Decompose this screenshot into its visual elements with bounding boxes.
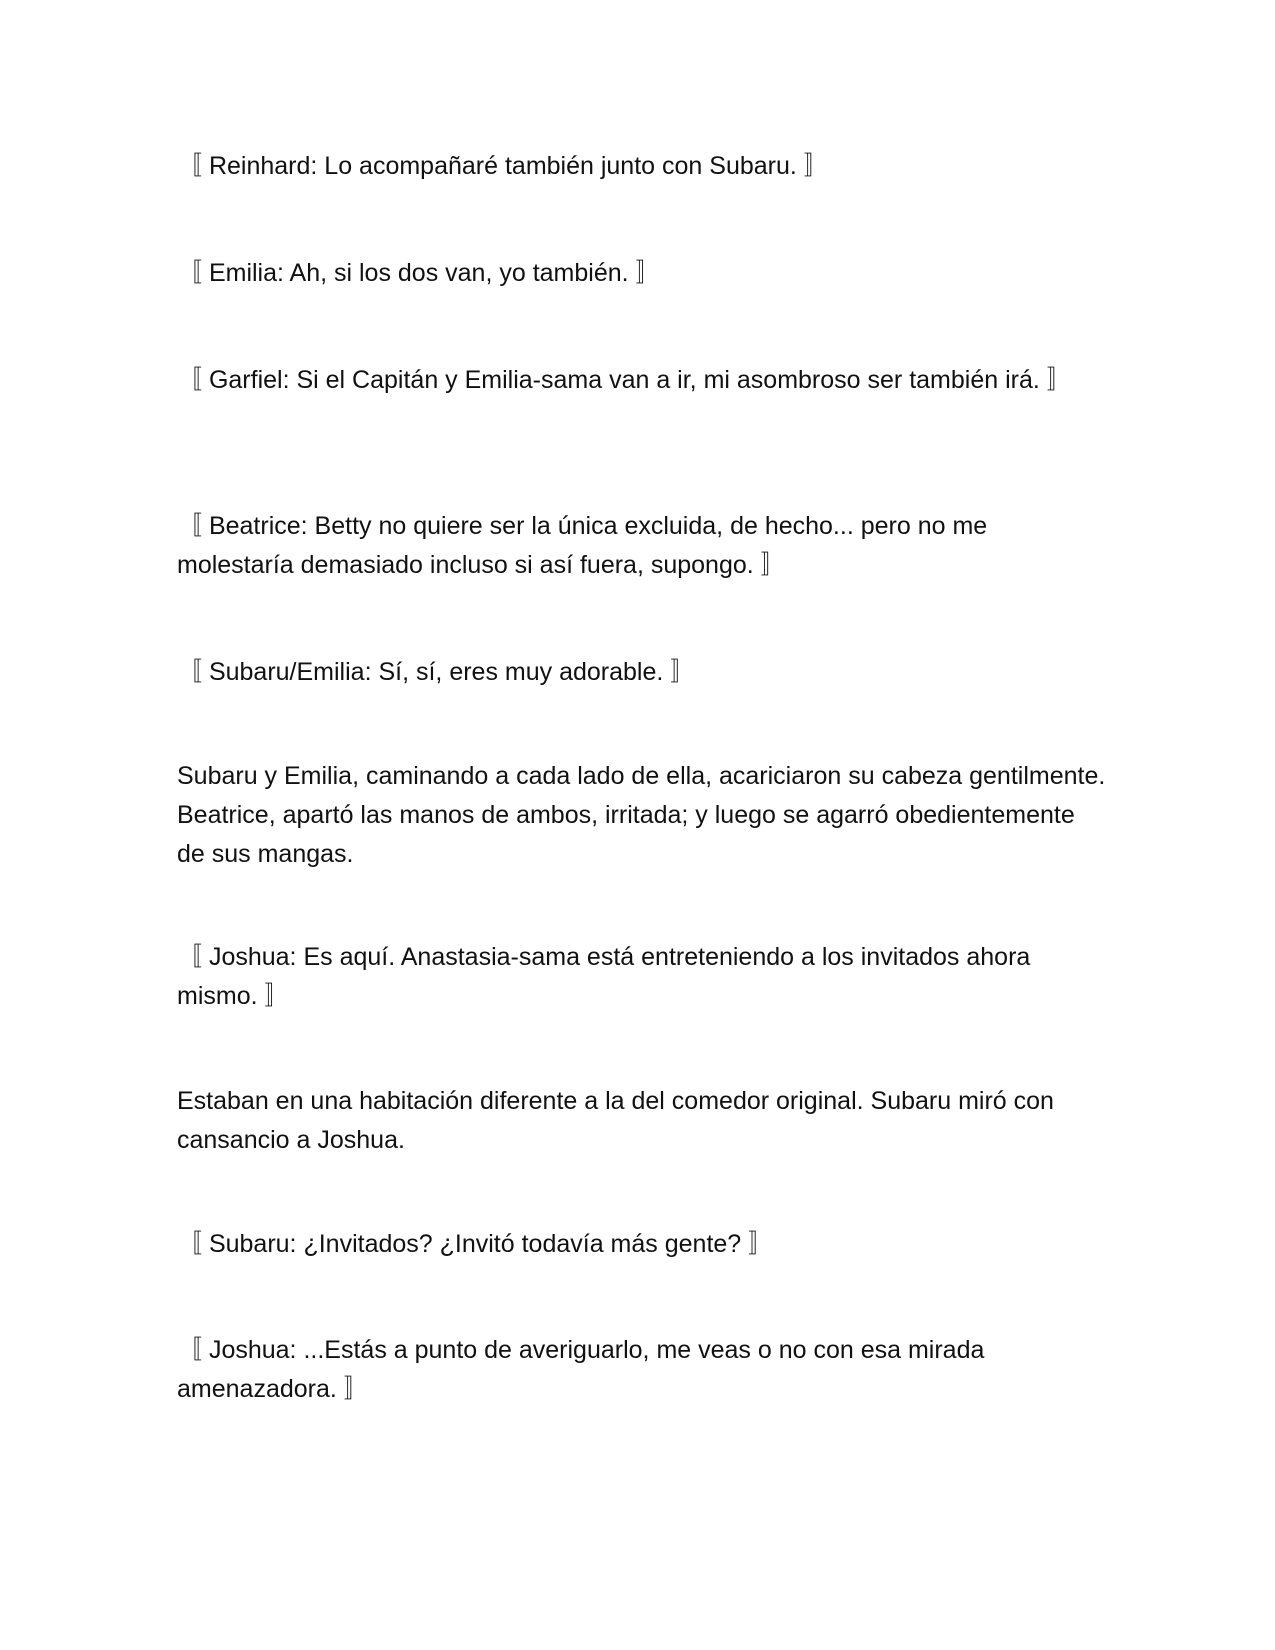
dialogue-garfiel: 〚 Garfiel: Si el Capitán y Emilia-sama van a ir, mi asombroso ser también irá. 〛 (177, 366, 1072, 394)
narration-paragraph: Subaru y Emilia, caminando a cada lado de ella, acariciaron su cabeza gentilmente. Beatrice, apartó las manos de ambos, irritada; y luego se agarró obedientemente de sus mangas. (177, 762, 1106, 868)
dialogue-joshua: 〚 Joshua: Es aquí. Anastasia-sama está entreteniendo a los invitados ahora mismo. 〛 (177, 943, 1031, 1010)
narration-paragraph: Estaban en una habitación diferente a la del comedor original. Subaru miró con cansancio a Joshua. (177, 1087, 1054, 1154)
dialogue-subaru-emilia: 〚 Subaru/Emilia: Sí, sí, eres muy adorable. 〛 (177, 658, 696, 686)
dialogue-emilia: 〚 Emilia: Ah, si los dos van, yo también. 〛 (177, 259, 661, 287)
dialogue-joshua-final: 〚 Joshua: ...Estás a punto de averiguarlo, me veas o no con esa mirada amenazadora. 〛 (177, 1336, 985, 1403)
dialogue-reinhard: 〚 Reinhard: Lo acompañaré también junto con Subaru. 〛 (177, 152, 829, 180)
dialogue-subaru: 〚 Subaru: ¿Invitados? ¿Invitó todavía más gente? 〛 (177, 1230, 774, 1258)
dialogue-beatrice: 〚 Beatrice: Betty no quiere ser la única excluida, de hecho... pero no me molestaría demasiado incluso si así fuera, supongo. 〛 (177, 512, 988, 579)
